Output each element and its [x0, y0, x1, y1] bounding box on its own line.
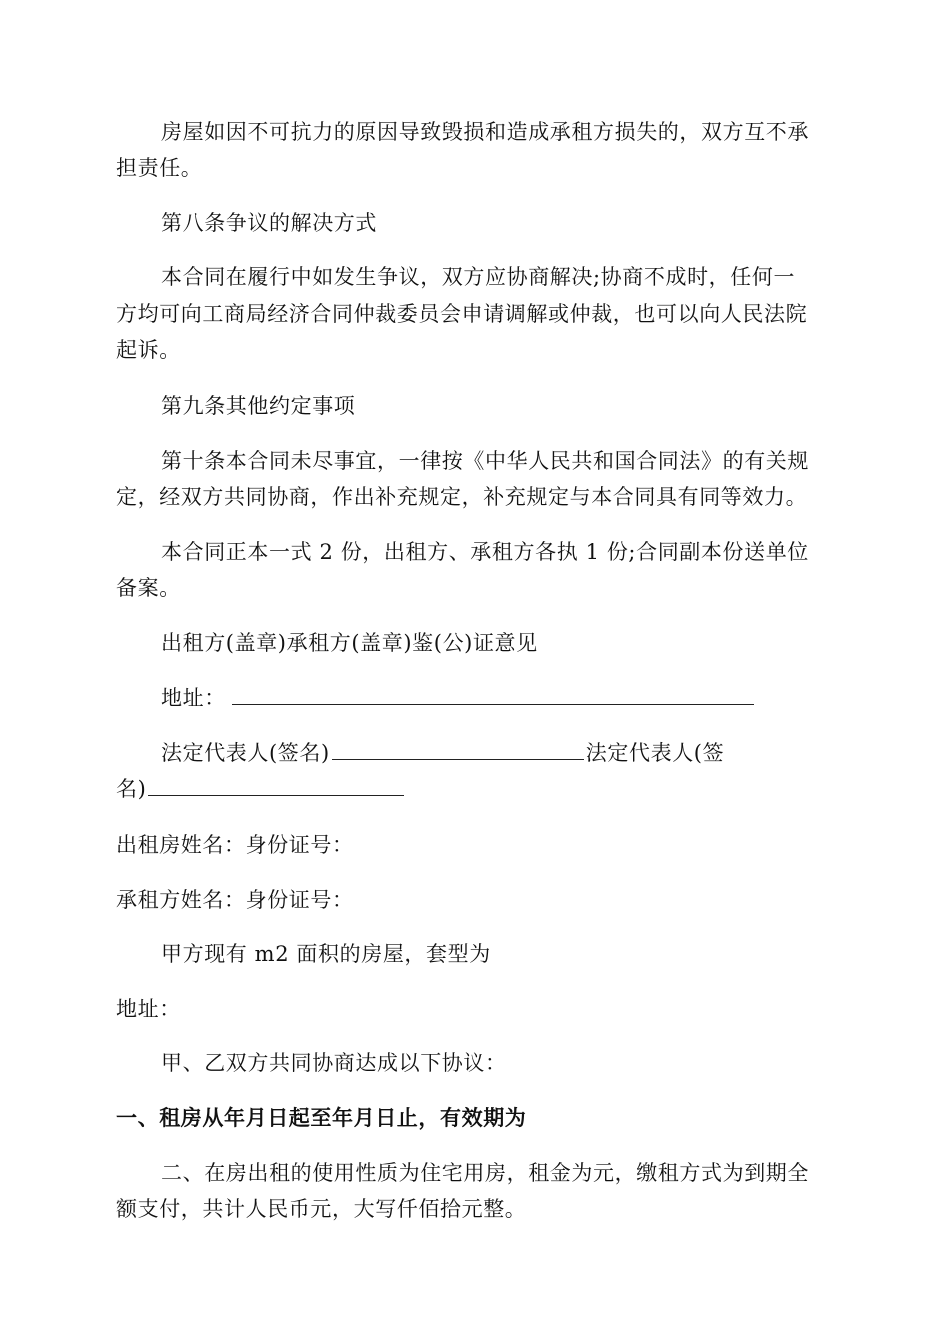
clause-2-line1: 二、在房出租的使用性质为住宅用房，租金为元，缴租方式为到期全 — [161, 1161, 809, 1185]
address-label-2: 地址： — [116, 997, 181, 1021]
clause-2-line2: 额支付，共计人民币元，大写仟佰拾元整。 — [116, 1197, 527, 1221]
clause-1: 一、租房从年月日起至年月日止，有效期为 — [116, 1105, 527, 1130]
paragraph-copies-line2: 备案。 — [116, 576, 181, 600]
paragraph-article-10-line2: 定，经双方共同协商，作出补充规定，补充规定与本合同具有同等效力。 — [116, 485, 808, 509]
paragraph-dispute-line3: 起诉。 — [116, 338, 181, 362]
legal-rep-label-1: 法定代表人(签名) — [161, 741, 330, 765]
party-a-house: 甲方现有 m2 面积的房屋，套型为 — [161, 942, 491, 966]
address-blank-line — [232, 686, 754, 705]
legal-rep-row — [161, 740, 724, 766]
legal-rep-label-2: 法定代表人(签 — [585, 741, 725, 765]
legal-rep-row-cont — [116, 776, 404, 802]
paragraph-article-10-line1: 第十条本合同未尽事宜，一律按《中华人民共和国合同法》的有关规 — [161, 449, 809, 473]
legal-rep-blank-line-1 — [332, 741, 584, 760]
signature-header: 出租方(盖章)承租方(盖章)鉴(公)证意见 — [161, 631, 538, 655]
address-label: 地址： — [161, 686, 226, 710]
paragraph-dispute-line2: 方均可向工商局经济合同仲裁委员会申请调解或仲裁，也可以向人民法院 — [116, 302, 808, 326]
landlord-name-id: 出租房姓名：身份证号： — [116, 833, 354, 857]
article-9-title: 第九条其他约定事项 — [161, 394, 356, 418]
paragraph-dispute-line1: 本合同在履行中如发生争议，双方应协商解决;协商不成时，任何一 — [161, 265, 796, 289]
paragraph-force-majeure-line1: 房屋如因不可抗力的原因导致毁损和造成承租方损失的，双方互不承 — [161, 120, 809, 144]
legal-rep-label-2-cont: 名) — [116, 777, 147, 801]
agreement-intro: 甲、乙双方共同协商达成以下协议： — [161, 1051, 507, 1075]
address-row — [161, 685, 754, 711]
article-8-title: 第八条争议的解决方式 — [161, 211, 377, 235]
paragraph-force-majeure-line2: 担责任。 — [116, 156, 203, 180]
tenant-name-id: 承租方姓名：身份证号： — [116, 888, 354, 912]
legal-rep-blank-line-2 — [148, 777, 404, 796]
paragraph-copies-line1: 本合同正本一式 2 份，出租方、承租方各执 1 份;合同副本份送单位 — [161, 540, 809, 564]
